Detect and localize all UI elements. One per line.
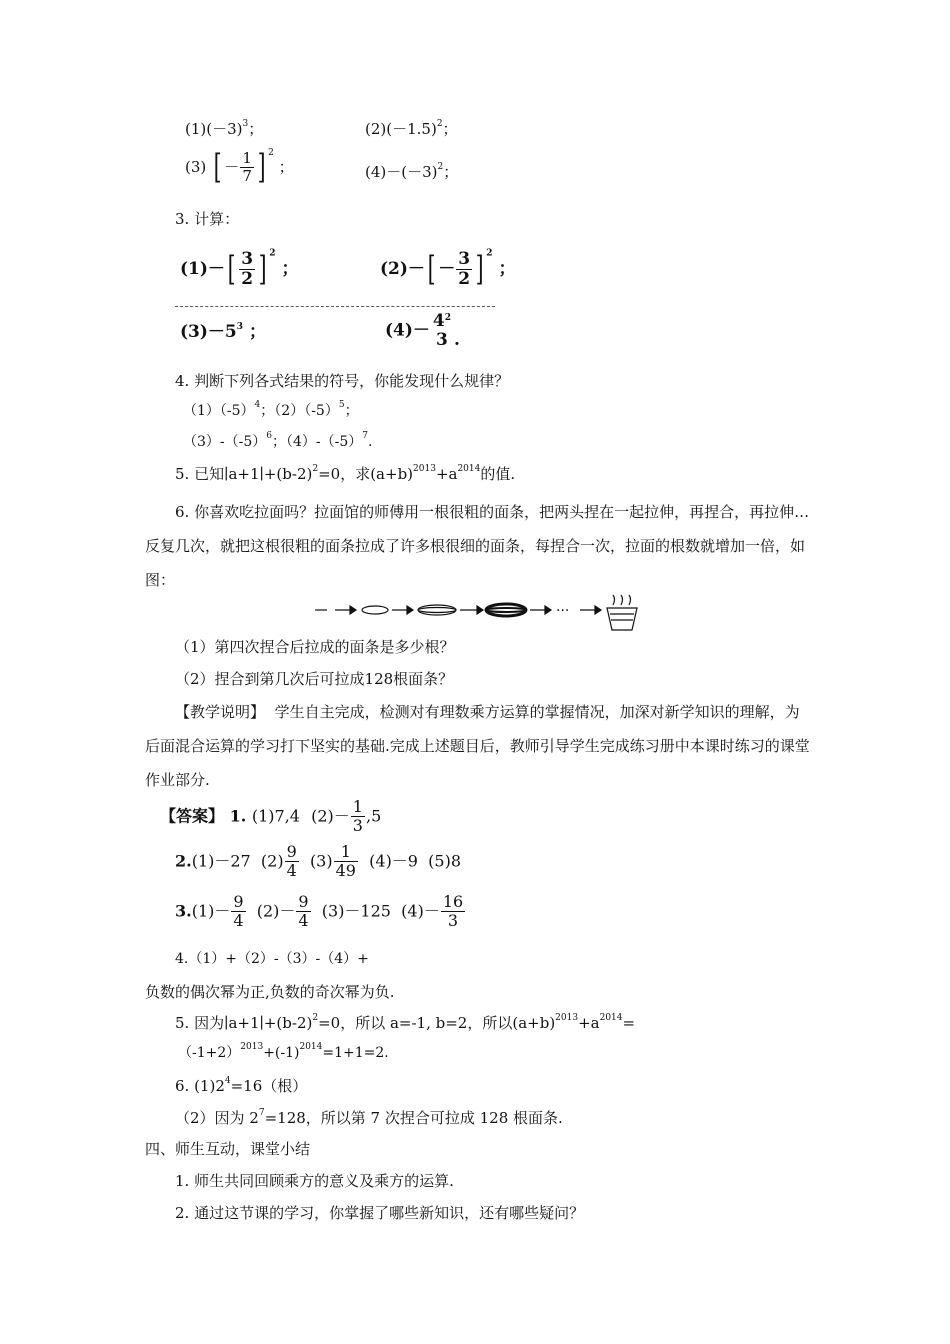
section-4-item-1: 1. 师生共同回顾乘方的意义及乘方的运算. (175, 1172, 454, 1190)
answer-3: 3.(1)－ $\frac{9}{4}$ (2)－ $\frac{9}{4}$ (3)－125 (4)－ $\frac{16}{3}$ (175, 892, 464, 930)
answer-4-rule: 负数的偶次幂为正,负数的奇次幂为负. (145, 983, 395, 1001)
answer-4: 4.（1）+（2）-（3）-（4）+ (175, 951, 369, 967)
ex2-item-1: $(1)(-3)^3$； (185, 119, 264, 138)
answers-label: 【答案】 (160, 806, 225, 826)
ex2-item-4: $(4)-(-3)^2$； (365, 162, 459, 181)
ellipsis-dots: ··· (556, 603, 570, 619)
section-4-title: 四、师生互动，课堂小结 (145, 1140, 311, 1158)
section-4-item-2: 2. 通过这节课的学习，你掌握了哪些新知识，还有哪些疑问？ (175, 1204, 585, 1222)
teaching-note-text: 学生自主完成，检测对有理数乘方运算的掌握情况，加深对新学知识的理解，为后面混合运算的学习打下坚实的基础.完成上述题目后，教师引导学生完成练习册中本课时练习的课堂作业部分. (145, 703, 810, 789)
ex4-line-2: $(3)-(-5)^6$；$(4)-(-5)^7$. (183, 431, 373, 450)
noodle-diagram (310, 592, 645, 634)
noodle-loop-1 (362, 606, 388, 614)
teaching-note (145, 695, 810, 797)
ex3-item-4: (4)－ $4^2$ 3 . (385, 311, 460, 351)
answer-6-part-2: （2）因为 $2^7=128$，所以第 7 次捏合可拉成 128 根面条. (175, 1108, 563, 1127)
dashed-divider (175, 306, 495, 307)
ex2-item-2: $(2)(-1.5)^2$； (365, 119, 458, 138)
noodle-loop-3 (486, 604, 526, 616)
ex3-item-2: (2)－[ － $\frac{3}{2}$ ] $^2$ ； (380, 248, 516, 290)
ex6-question-2: （2）捏合到第几次后可拉成128根面条？ (175, 670, 454, 688)
ex6-question-1: （1）第四次捏合后拉成的面条是多少根？ (175, 638, 455, 656)
answer-1: 【答案】 1. (1)7,4 (2)－ $\frac{1}{3}$ ,5 (160, 797, 382, 835)
ex4-line-1: $(1)(-5)^4$；$(2)(-5)^5$； (183, 400, 359, 419)
ex3-title: 3. 计算： (175, 210, 240, 228)
noodle-bowl-icon (607, 608, 637, 630)
answer-5-line-2: $(-1+2)^{2013}+(-1)^{2014}=1+1=2$. (178, 1042, 389, 1061)
noodle-loop-2 (418, 605, 456, 615)
ex6-paragraph: 6. 你喜欢吃拉面吗？拉面馆的师傅用一根很粗的面条，把两头捏在一起拉伸，再捏合，再拉伸…反复几次，就把这根很粗的面条拉成了许多根很细的面条，每捏合一次，拉面的根数就增加一倍，如图： (145, 503, 810, 589)
ex2-item-3: (3) [ － $\frac{1}{7}$ ] $^2$ ； (185, 147, 294, 187)
ex5-line: 5. 已知$∣a+1∣+(b-2)^2=0$，求$(a+b)^{2013}+a^{2014}$的值. (175, 464, 516, 483)
answer-5-line-1: 5. 因为$∣a+1∣+(b-2)^2=0$，所以 a=-1, b=2，所以$(a+b)^{2013}+a^{2014}=$ (175, 1013, 636, 1032)
teaching-note-label: 【教学说明】 (175, 703, 266, 721)
ex3-item-3: $(3)-5^3$ ； (180, 322, 266, 342)
answer-6-part-1: 6. $(1)2^4=16$（根） (175, 1076, 308, 1095)
ex4-title: 4. 判断下列各式结果的符号，你能发现什么规律？ (175, 372, 510, 390)
ex3-item-1: (1)－[ $\frac{3}{2}$ ] $^2$ ； (180, 248, 299, 290)
answer-2: 2.(1)－27 (2) $\frac{9}{4}$ (3) $\frac{1}{49}$ (4)－9 (5)8 (175, 842, 462, 880)
